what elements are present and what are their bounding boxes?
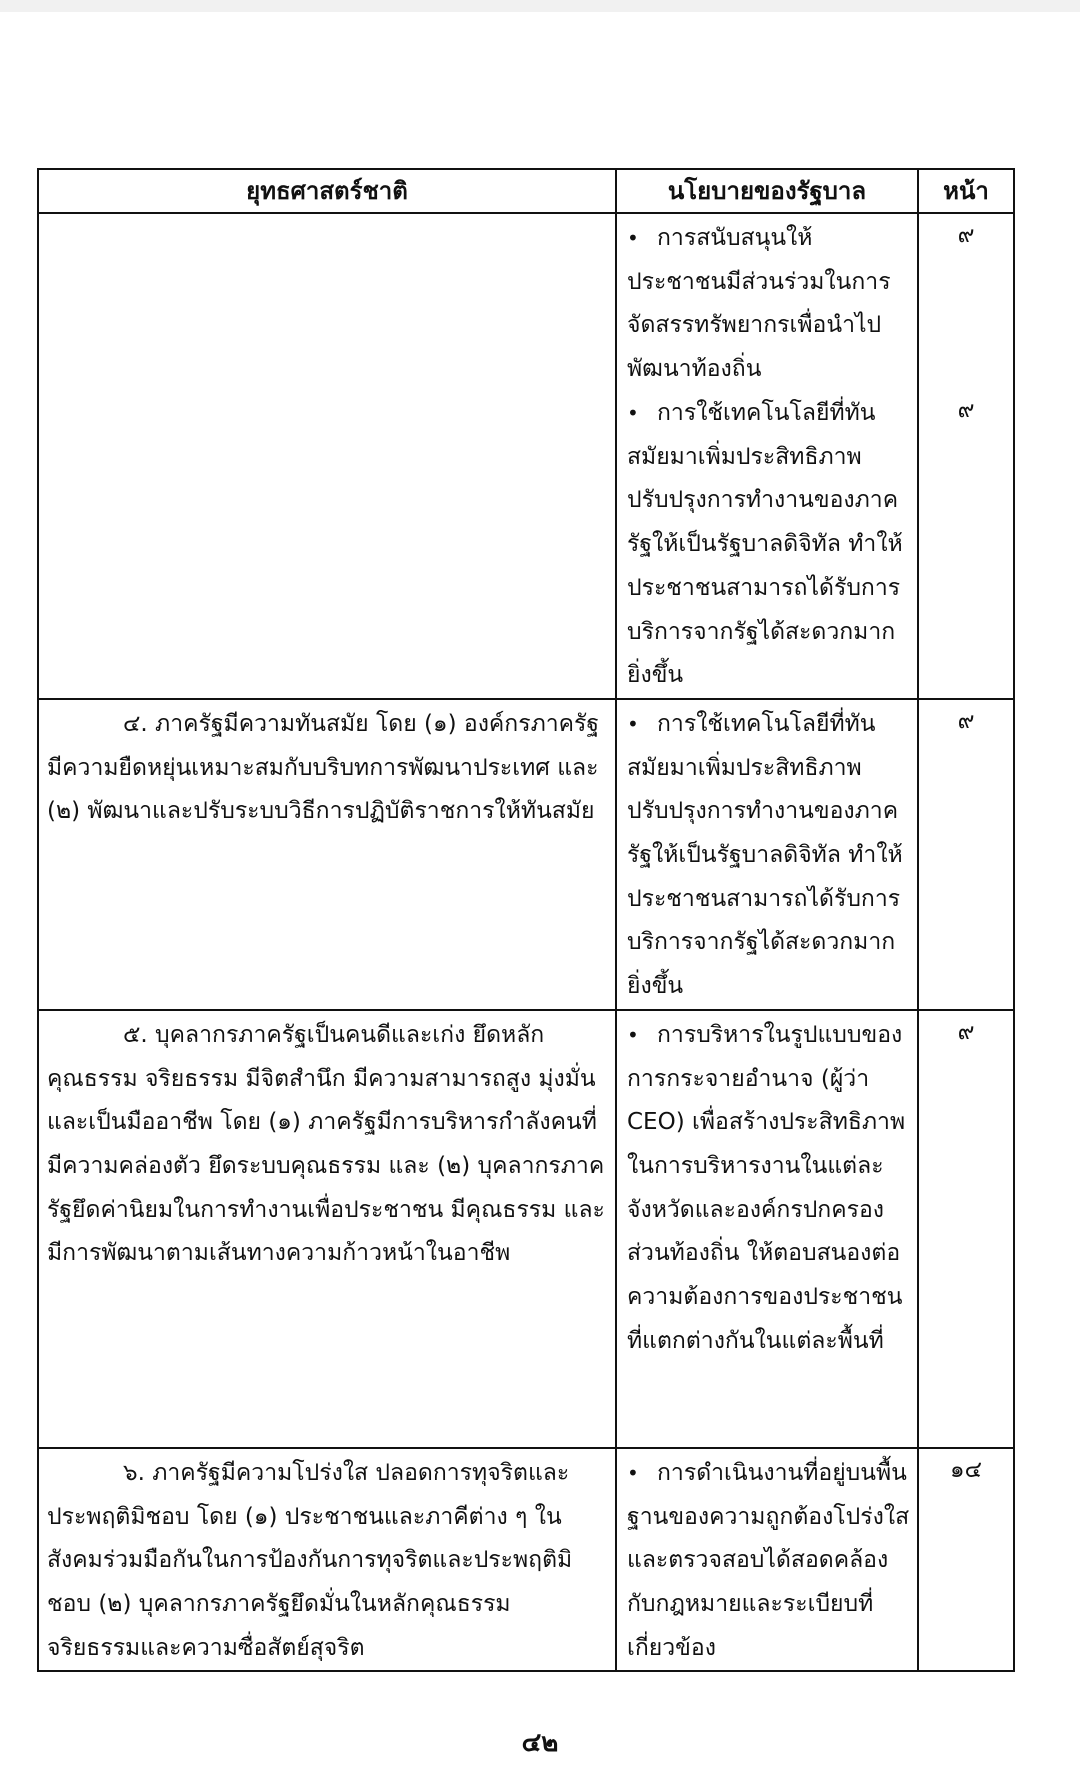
bullet-icon: •: [627, 226, 639, 250]
strategy-cell: [38, 213, 616, 699]
strategy-number: ๔.: [123, 710, 148, 737]
strategy-text: ภาครัฐมีความโปร่งใส ปลอดการทุจริตและประพฤติมิชอบ โดย (๑) ประชาชนและภาคีต่าง ๆ ในสังคมร่วมมือกันในการป้องกันการทุจริตและประพฤติมิชอบ (๒) บุคลากรภาครัฐยึดมั่นในหลักคุณธรรม จริยธรรมและความซื่อสัตย์สุจริต: [47, 1459, 573, 1661]
table-header-row: [38, 169, 1014, 213]
page-ref: ๙: [957, 397, 975, 423]
policy-text: การใช้เทคโนโลยีที่ทันสมัยมาเพิ่มประสิทธิภาพปรับปรุงการทำงานของภาครัฐให้เป็นรัฐบาลดิจิทัล ทำให้ประชาชนสามารถได้รับการบริการจากรัฐได้สะดวกมากยิ่งขึ้น: [627, 400, 903, 689]
page-ref: ๙: [957, 707, 975, 734]
top-bar: [0, 0, 1080, 12]
bullet-icon: •: [627, 1022, 639, 1047]
bullet-icon: •: [627, 401, 639, 425]
table-row: [38, 1448, 1014, 1672]
strategy-number: ๖.: [123, 1459, 145, 1486]
policy-cell: [616, 699, 918, 1010]
policy-cell: [616, 1448, 918, 1672]
strategy-cell: [38, 699, 616, 1010]
policy-text: การสนับสนุนให้ประชาชนมีส่วนร่วมในการจัดสรรทรัพยากรเพื่อนำไปพัฒนาท้องถิ่น: [627, 225, 891, 383]
policy-text: การบริหารในรูปแบบของการกระจายอำนาจ (ผู้ว่า CEO) เพื่อสร้างประสิทธิภาพในการบริหารงานในแต่ละจังหวัดและองค์กรปกครองส่วนท้องถิ่น ให้ตอบสนองต่อความต้องการของประชาชนที่แตกต่างกันในแต่ละพื้นที่: [627, 1021, 906, 1354]
policy-text: การดำเนินงานที่อยู่บนพื้นฐานของความถูกต้องโปร่งใสและตรวจสอบได้สอดคล้องกับกฎหมายและระเบียบที่เกี่ยวข้อง: [627, 1459, 910, 1661]
strategy-number: ๕.: [123, 1021, 148, 1048]
header-strategy: ยุทธศาสตร์ชาติ: [38, 169, 616, 213]
page-cell: [918, 699, 1014, 1010]
page-ref: ๑๔: [949, 1456, 982, 1483]
table-row: [38, 699, 1014, 1010]
page-number: ๔๒: [521, 1728, 559, 1758]
policy-item: [617, 1011, 917, 1364]
policy-item: [617, 389, 917, 698]
strategy-text: บุคลากรภาครัฐเป็นคนดีและเก่ง ยึดหลักคุณธรรม จริยธรรม มีจิตสำนึก มีความสามารถสูง มุ่งมั่น และเป็นมืออาชีพ โดย (๑) ภาครัฐมีการบริหารกำลังคนที่มีความคล่องตัว ยึดระบบคุณธรรม และ (๒) บุคลากรภาครัฐยึดค่านิยมในการทำงานเพื่อประชาชน มีคุณธรรม และมีการพัฒนาตามเส้นทางความก้าวหน้าในอาชีพ: [47, 1021, 605, 1267]
policy-cell: [616, 1010, 918, 1448]
table-row: [38, 213, 1014, 699]
strategy-text: ภาครัฐมีความทันสมัย โดย (๑) องค์กรภาครัฐมีความยืดหยุ่นเหมาะสมกับบริบทการพัฒนาประเทศ และ (๒) พัฒนาและปรับระบบวิธีการปฏิบัติราชการให้ทันสมัย: [47, 710, 600, 825]
strategy-cell: [38, 1448, 616, 1672]
page-cell: [918, 213, 1014, 699]
page-cell: [918, 1010, 1014, 1448]
header-page: หน้า: [918, 169, 1014, 213]
policy-item: [617, 214, 917, 389]
bullet-icon: •: [627, 1460, 639, 1485]
policy-text: การใช้เทคโนโลยีที่ทันสมัยมาเพิ่มประสิทธิภาพปรับปรุงการทำงานของภาครัฐให้เป็นรัฐบาลดิจิทัล ทำให้ประชาชนสามารถได้รับการบริการจากรัฐได้สะดวกมากยิ่งขึ้น: [627, 710, 903, 1000]
page-ref: ๙: [957, 222, 975, 248]
header-policy: นโยบายของรัฐบาล: [616, 169, 918, 213]
policy-item: [617, 1449, 917, 1671]
strategy-cell: [38, 1010, 616, 1448]
strategy-policy-table: [37, 168, 1015, 1672]
bullet-icon: •: [627, 711, 639, 736]
policy-item: [617, 700, 917, 1009]
table-row: [38, 1010, 1014, 1448]
page-ref: ๙: [957, 1018, 975, 1045]
policy-cell: [616, 213, 918, 699]
page-cell: [918, 1448, 1014, 1672]
